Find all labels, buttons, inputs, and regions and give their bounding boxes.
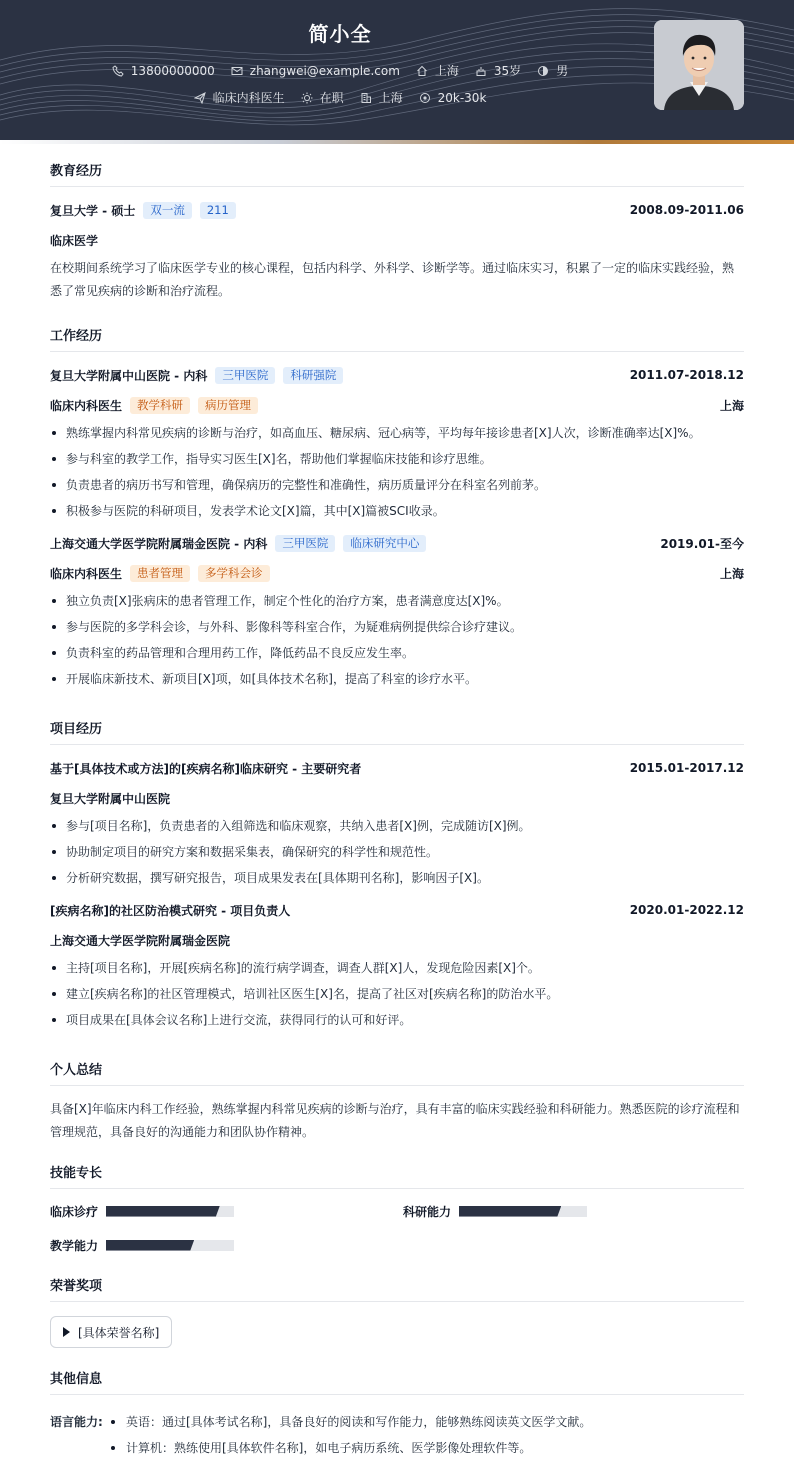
role-row <box>50 564 744 582</box>
list-item: 开展临床新技术、新项目[X]项，如[具体技术名称]，提高了科室的诊疗水平。 <box>50 666 744 692</box>
caret-right-icon <box>63 1327 70 1337</box>
other-title: 其他信息 <box>50 1368 744 1395</box>
project-bullets <box>50 813 744 891</box>
job-location: 上海 <box>719 398 744 413</box>
skill-label: 临床诊疗 <box>50 1204 99 1219</box>
work-title: 工作经历 <box>50 325 744 352</box>
list-item: 英语：通过[具体考试名称]，具备良好的阅读和写作能力，能够熟练阅读英文医学文献。 <box>108 1409 591 1435</box>
mail-icon <box>231 65 243 77</box>
honor-label: [具体荣誉名称] <box>78 1325 160 1340</box>
job-date: 2011.07-2018.12 <box>629 368 744 382</box>
list-item: 建立[疾病名称]的社区管理模式，培训社区医生[X]名，提高了社区对[疾病名称]的防治水平。 <box>50 981 744 1007</box>
list-item: 计算机：熟练使用[具体软件名称]，如电子病历系统、医学影像处理软件等。 <box>108 1435 591 1461</box>
skill-item <box>403 1203 744 1219</box>
salary-text: 20k-30k <box>437 90 487 105</box>
sun-status-icon <box>301 92 313 104</box>
position-info <box>194 89 285 106</box>
email-text: zhangwei@example.com <box>249 63 400 78</box>
target-city-info <box>360 89 403 106</box>
skills-section <box>50 1162 744 1253</box>
projects-title: 项目经历 <box>50 718 744 745</box>
company-tag: 科研强院 <box>283 367 343 384</box>
skill-fill <box>106 1240 194 1251</box>
skill-bar <box>459 1206 587 1217</box>
list-item: 参与[项目名称]，负责患者的入组筛选和临床观察，共纳入患者[X]例，完成随访[X]例。 <box>50 813 744 839</box>
education-date: 2008.09-2011.06 <box>629 203 744 217</box>
project-bullets <box>50 955 744 1033</box>
honor-toggle-button[interactable] <box>50 1316 172 1348</box>
role-tag: 患者管理 <box>130 565 190 582</box>
company-name: 上海交通大学医学院附属瑞金医院 - 内科 <box>50 536 268 551</box>
skill-bar <box>106 1240 234 1251</box>
project-org-row <box>50 931 744 949</box>
school-tag: 双一流 <box>143 202 192 219</box>
role-tag: 多学科会诊 <box>198 565 270 582</box>
skills-title: 技能专长 <box>50 1162 744 1189</box>
major-row <box>50 231 744 249</box>
phone-text: 13800000000 <box>130 63 215 78</box>
job-date: 2019.01-至今 <box>660 536 744 551</box>
building-icon <box>360 92 372 104</box>
resume-content <box>50 160 744 1461</box>
project-org: 上海交通大学医学院附属瑞金医院 <box>50 933 231 948</box>
school-name: 复旦大学 - 硕士 <box>50 203 136 218</box>
job-location: 上海 <box>719 566 744 581</box>
salary-info <box>419 91 487 105</box>
education-section <box>50 160 744 303</box>
city-text: 上海 <box>434 64 459 78</box>
position-text: 临床内科医生 <box>212 91 285 105</box>
project-date: 2020.01-2022.12 <box>629 903 744 917</box>
candidate-name: 简小全 <box>308 22 372 46</box>
company-tag: 临床研究中心 <box>343 535 426 552</box>
list-item: 积极参与医院的科研项目，发表学术论文[X]篇，其中[X]篇被SCI收录。 <box>50 498 744 524</box>
city-info <box>416 62 459 79</box>
cake-icon <box>475 65 487 77</box>
project-date: 2015.01-2017.12 <box>629 761 744 775</box>
list-item: 项目成果在[具体会议名称]上进行交流，获得同行的认可和好评。 <box>50 1007 744 1033</box>
project-entry <box>50 901 744 1033</box>
summary-text: 具备[X]年临床内科工作经验，熟练掌握内科常见疾病的诊断与治疗，具有丰富的临床实践经验和科研能力。熟悉医院的诊疗流程和管理规范，具备良好的沟通能力和团队协作精神。 <box>50 1102 740 1139</box>
job-entry <box>50 366 744 524</box>
list-item: 协助制定项目的研究方案和数据采集表，确保研究的科学性和规范性。 <box>50 839 744 865</box>
status-info <box>301 89 344 106</box>
honors-title: 荣誉奖项 <box>50 1275 744 1302</box>
summary-section <box>50 1059 744 1144</box>
skill-label: 教学能力 <box>50 1238 99 1253</box>
role-tag: 教学科研 <box>130 397 190 414</box>
job-entry <box>50 534 744 692</box>
project-org: 复旦大学附属中山医院 <box>50 791 171 806</box>
role-tag: 病历管理 <box>198 397 258 414</box>
avatar-portrait <box>654 20 744 110</box>
list-item: 熟练掌握内科常见疾病的诊断与治疗，如高血压、糖尿病、冠心病等，平均每年接诊患者[X]人次，诊断准确率达[X]%。 <box>50 420 744 446</box>
project-name: [疾病名称]的社区防治模式研究 - 项目负责人 <box>50 903 291 918</box>
job-role: 临床内科医生 <box>50 398 123 413</box>
status-text: 在职 <box>319 91 344 105</box>
school-tag: 211 <box>200 202 236 219</box>
phone-info <box>112 64 215 78</box>
project-name: 基于[具体技术或方法]的[疾病名称]临床研究 - 主要研究者 <box>50 761 362 776</box>
age-info <box>475 62 521 79</box>
job-intent-row <box>0 89 680 106</box>
major-name: 临床医学 <box>50 233 99 248</box>
age-text: 35岁 <box>493 64 522 78</box>
skill-item <box>50 1203 403 1219</box>
gender-icon <box>537 65 549 77</box>
contact-row <box>0 62 680 79</box>
projects-section <box>50 718 744 1033</box>
list-item: 分析研究数据，撰写研究报告，项目成果发表在[具体期刊名称]，影响因子[X]。 <box>50 865 744 891</box>
job-bullets <box>50 588 744 692</box>
target-city-text: 上海 <box>378 91 403 105</box>
skill-label: 科研能力 <box>403 1204 452 1219</box>
language-row <box>50 1409 744 1461</box>
list-item: 独立负责[X]张病床的患者管理工作，制定个性化的治疗方案，患者满意度达[X]%。 <box>50 588 744 614</box>
skill-fill <box>459 1206 561 1217</box>
job-role: 临床内科医生 <box>50 566 123 581</box>
work-section <box>50 325 744 692</box>
education-title: 教育经历 <box>50 160 744 187</box>
gender-text: 男 <box>556 64 569 78</box>
project-org-row <box>50 789 744 807</box>
skill-fill <box>106 1206 220 1217</box>
salary-icon <box>419 92 431 104</box>
list-item: 负责患者的病历书写和管理，确保病历的完整性和准确性，病历质量评分在科室名列前茅。 <box>50 472 744 498</box>
project-entry <box>50 759 744 891</box>
list-item: 参与科室的教学工作，指导实习医生[X]名，帮助他们掌握临床技能和诊疗思维。 <box>50 446 744 472</box>
education-head <box>50 201 744 219</box>
role-row <box>50 396 744 414</box>
language-label: 语言能力: <box>50 1415 103 1429</box>
resume-header <box>0 0 794 144</box>
gender-info <box>537 62 568 79</box>
header-accent-bar <box>0 140 794 144</box>
company-tag: 三甲医院 <box>215 367 275 384</box>
list-item: 参与医院的多学科会诊，与外科、影像科等科室合作，为疑难病例提供综合诊疗建议。 <box>50 614 744 640</box>
list-item: 主持[项目名称]，开展[疾病名称]的流行病学调查，调查人群[X]人，发现危险因素[X]个。 <box>50 955 744 981</box>
job-bullets <box>50 420 744 524</box>
language-list <box>108 1409 591 1461</box>
honors-section <box>50 1275 744 1348</box>
company-tag: 三甲医院 <box>275 535 335 552</box>
email-info <box>231 64 400 78</box>
skill-item <box>50 1237 403 1253</box>
list-item: 负责科室的药品管理和合理用药工作，降低药品不良反应发生率。 <box>50 640 744 666</box>
other-section <box>50 1368 744 1461</box>
education-description: 在校期间系统学习了临床医学专业的核心课程，包括内科学、外科学、诊断学等。通过临床实习，积累了一定的临床实践经验，熟悉了常见疾病的诊断和治疗流程。 <box>50 261 735 298</box>
avatar <box>654 20 744 110</box>
summary-title: 个人总结 <box>50 1059 744 1086</box>
phone-icon <box>112 65 124 77</box>
home-icon <box>416 65 428 77</box>
company-name: 复旦大学附属中山医院 - 内科 <box>50 368 208 383</box>
skill-bar <box>106 1206 234 1217</box>
send-icon <box>194 92 206 104</box>
